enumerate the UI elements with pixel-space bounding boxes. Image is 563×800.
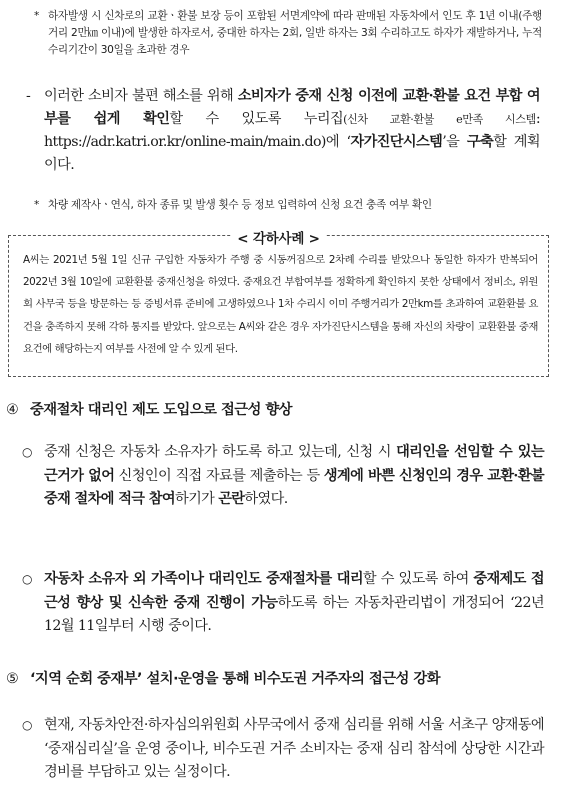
top-footnote xyxy=(34,8,542,59)
case-box-title: < 각하사례 > xyxy=(231,231,326,247)
dash-paragraph xyxy=(26,85,540,177)
footnote-marker: * xyxy=(34,10,39,22)
dash-text: 이러한 소비자 불편 해소를 위해 소비자가 중재 신청 이전에 교환·환불 요건 부합 여부를 쉽게 확인할 수 있도록 누리집(신차 교환·환불 e만족 시스템: https://adr.katri.or.kr/online-main/main.do)에 ‘자가진단시스템’을 구축할 계획이다. xyxy=(44,88,541,173)
section-5-heading xyxy=(6,668,440,688)
footnote-text: 차량 제작사ㆍ연식, 하자 종류 및 발생 횟수 등 정보 입력하여 신청 요건 충족 여부 확인 xyxy=(48,199,432,211)
circle-bullet-icon: ○ xyxy=(22,445,32,459)
section-number: ⑤ xyxy=(6,671,19,687)
section-number: ④ xyxy=(6,402,19,418)
footnote-marker: * xyxy=(34,199,39,211)
section-4-bullet-1: ○ 중재 신청은 자동차 소유자가 하도록 하고 있는데, 신청 시 대리인을 선임할 수 있는 근거가 없어 신청인이 직접 자료를 제출하는 등 생계에 바쁜 신청인의 경우 교환·환불 중재 절차에 적극 참여하기가 곤란하였다. xyxy=(22,441,544,512)
circle-bullet-icon: ○ xyxy=(22,718,32,732)
circle-bullet-icon: ○ xyxy=(22,572,32,586)
section-title: 중재절차 대리인 제도 도입으로 접근성 향상 xyxy=(30,402,292,418)
case-box-body: A씨는 2021년 5월 1일 신규 구입한 자동차가 주행 중 시동꺼짐으로 2차례 수리를 받았으나 동일한 하자가 반복되어 2022년 3월 10일에 교환환불 중재신청을 하였다. 중재요건 부합여부를 정확하게 확인하지 못한 상태에서 정비소, 위원회 사무국 등을 방문하는 등 증빙서류 준비에 고생하였으나 1차 수리시 이미 주행거리가 2만km를 초과하여 교환환불 요건을 충족하지 못해 각하 통지를 받았다. 앞으로는 A씨와 같은 경우 자가진단시스템을 통해 자신의 차량이 교환환불 중재 요건에 해당하는지 여부를 사전에 알 수 있게 된다. xyxy=(23,254,538,355)
footnote-text: 하자발생 시 신차로의 교환ㆍ환불 보장 등이 포함된 서면계약에 따라 판매된 자동차에서 인도 후 1년 이내(주행거리 2만㎞ 이내)에 발생한 하자로서, 중대한 하자는 2회, 일반 하자는 3회 수리하고도 하자가 재발하거나, 누적 수리기간이 30일을 초과한 경우 xyxy=(48,10,542,56)
sub-footnote xyxy=(34,197,544,214)
section-title: ‘지역 순회 중재부’ 설치·운영을 통해 비수도권 거주자의 접근성 강화 xyxy=(30,671,441,687)
dash-marker: - xyxy=(26,88,31,104)
section-4-bullet-2: ○ 자동차 소유자 외 가족이나 대리인도 중재절차를 대리할 수 있도록 하여 중재제도 접근성 향상 및 신속한 중재 진행이 가능하도록 하는 자동차관리법이 개정되어 ‘22년 12월 11일부터 시행 중이다. xyxy=(22,568,544,639)
section-4-heading xyxy=(6,399,292,419)
case-example-box xyxy=(8,231,549,377)
section-5-bullet-1: ○ 현재, 자동차안전·하자심의위원회 사무국에서 중재 심리를 위해 서울 서초구 양재동에 ‘중재심리실’을 운영 중이나, 비수도권 거주 소비자는 중재 심리 참석에 상당한 시간과 경비를 부담하고 있는 실정이다. xyxy=(22,714,544,785)
